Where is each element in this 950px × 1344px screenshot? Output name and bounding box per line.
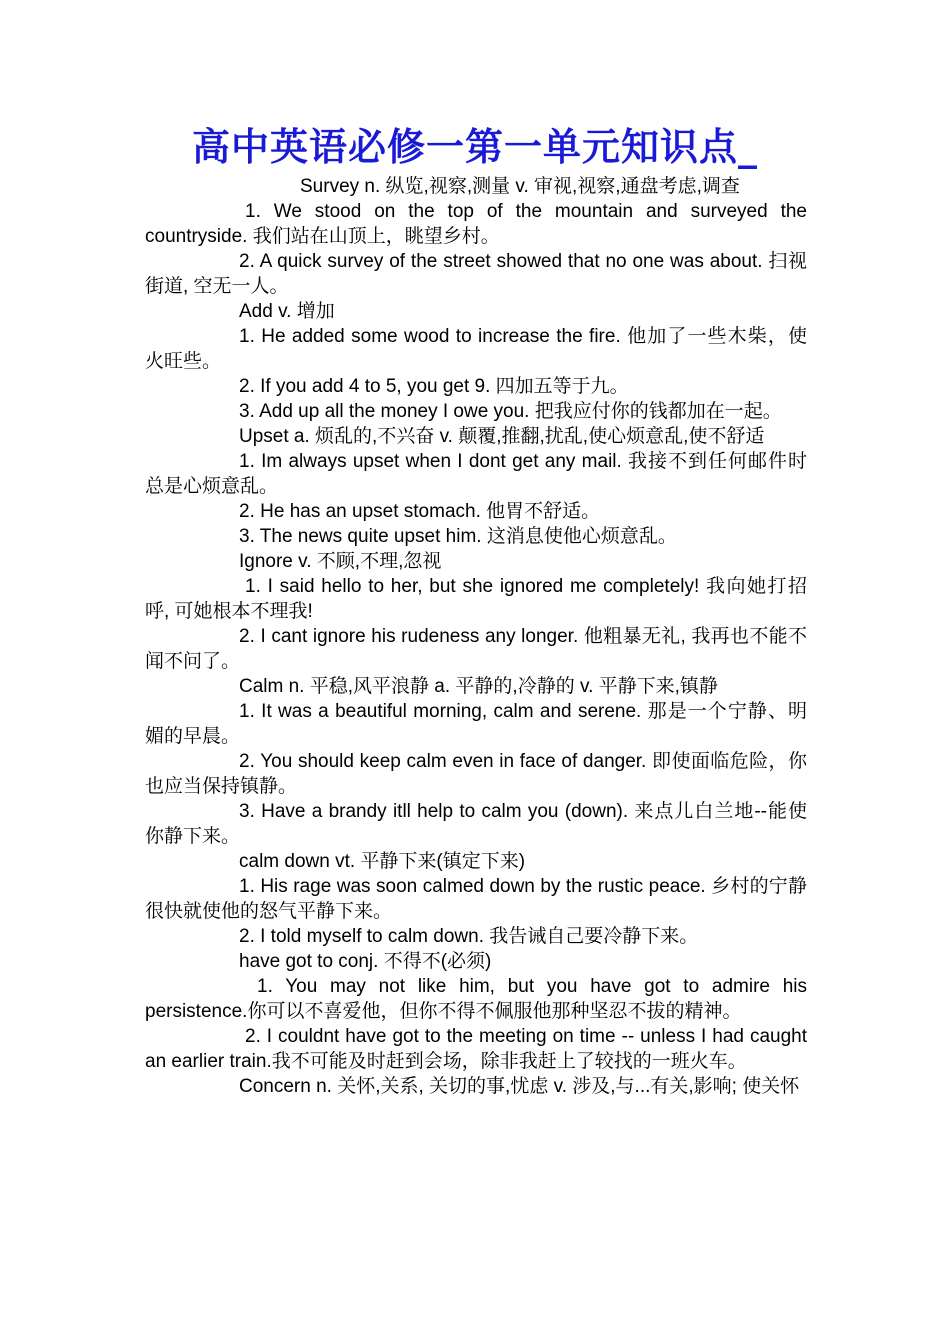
- vocab-heading-calm-down: calm down vt. 平静下来(镇定下来): [239, 851, 526, 872]
- example-line: 2. He has an upset stomach. 他胃不舒适。: [239, 501, 601, 522]
- document-body: [145, 174, 807, 1099]
- document-title: 高中英语必修一第一单元知识点_: [191, 124, 758, 169]
- example-line: 1. His rage was soon calmed down by the rustic peace. 乡村的宁静很快就使他的怒气平静下来。: [145, 876, 807, 922]
- example-line: 2. A quick survey of the street showed that no one was about. 扫视街道, 空无一人。: [145, 251, 807, 297]
- example-line: 2. I cant ignore his rudeness any longer. 他粗暴无礼, 我再也不能不闻不问了。: [145, 626, 807, 672]
- vocab-heading-add: Add v. 增加: [239, 301, 335, 322]
- example-line: 3. Add up all the money I owe you. 把我应付你的钱都加在一起。: [239, 401, 782, 422]
- example-line: 1. You may not like him, but you have got to admire his persistence.你可以不喜爱他，但你不得不佩服他那种坚忍不拔的精神。: [145, 976, 807, 1022]
- example-line: 2. If you add 4 to 5, you get 9. 四加五等于九。: [239, 376, 629, 397]
- vocab-heading-upset: Upset a. 烦乱的,不兴奋 v. 颠覆,推翻,扰乱,使心烦意乱,使不舒适: [239, 426, 765, 447]
- example-line: 2. I told myself to calm down. 我告诫自己要冷静下来。: [239, 926, 699, 947]
- example-line: 3. Have a brandy itll help to calm you (down). 来点儿白兰地--能使你静下来。: [145, 801, 807, 847]
- example-line: 1. We stood on the top of the mountain and surveyed the countryside. 我们站在山顶上，眺望乡村。: [145, 201, 807, 247]
- vocab-heading-survey: Survey n. 纵览,视察,测量 v. 审视,视察,通盘考虑,调查: [300, 176, 740, 197]
- vocab-heading-ignore: Ignore v. 不顾,不理,忽视: [239, 551, 442, 572]
- example-line: 1. It was a beautiful morning, calm and serene. 那是一个宁静、明媚的早晨。: [145, 701, 807, 747]
- example-line: 1. He added some wood to increase the fire. 他加了一些木柴，使火旺些。: [145, 326, 807, 372]
- example-line: 2. I couldnt have got to the meeting on time -- unless I had caught an earlier train.我不可能及时赶到会场，除非我赶上了较找的一班火车。: [145, 1026, 807, 1072]
- example-line: 2. You should keep calm even in face of danger. 即使面临危险，你也应当保持镇静。: [145, 751, 807, 797]
- example-line: 1. Im always upset when I dont get any mail. 我接不到任何邮件时总是心烦意乱。: [145, 451, 807, 497]
- vocab-heading-have-got-to: have got to conj. 不得不(必须): [239, 951, 492, 972]
- example-line: 1. I said hello to her, but she ignored me completely! 我向她打招呼, 可她根本不理我!: [145, 576, 807, 622]
- example-line: 3. The news quite upset him. 这消息使他心烦意乱。: [239, 526, 677, 547]
- vocab-heading-calm: Calm n. 平稳,风平浪静 a. 平静的,冷静的 v. 平静下来,镇静: [239, 676, 718, 697]
- vocab-heading-concern: Concern n. 关怀,关系, 关切的事,忧虑 v. 涉及,与...有关,影响; 使关怀: [239, 1076, 800, 1097]
